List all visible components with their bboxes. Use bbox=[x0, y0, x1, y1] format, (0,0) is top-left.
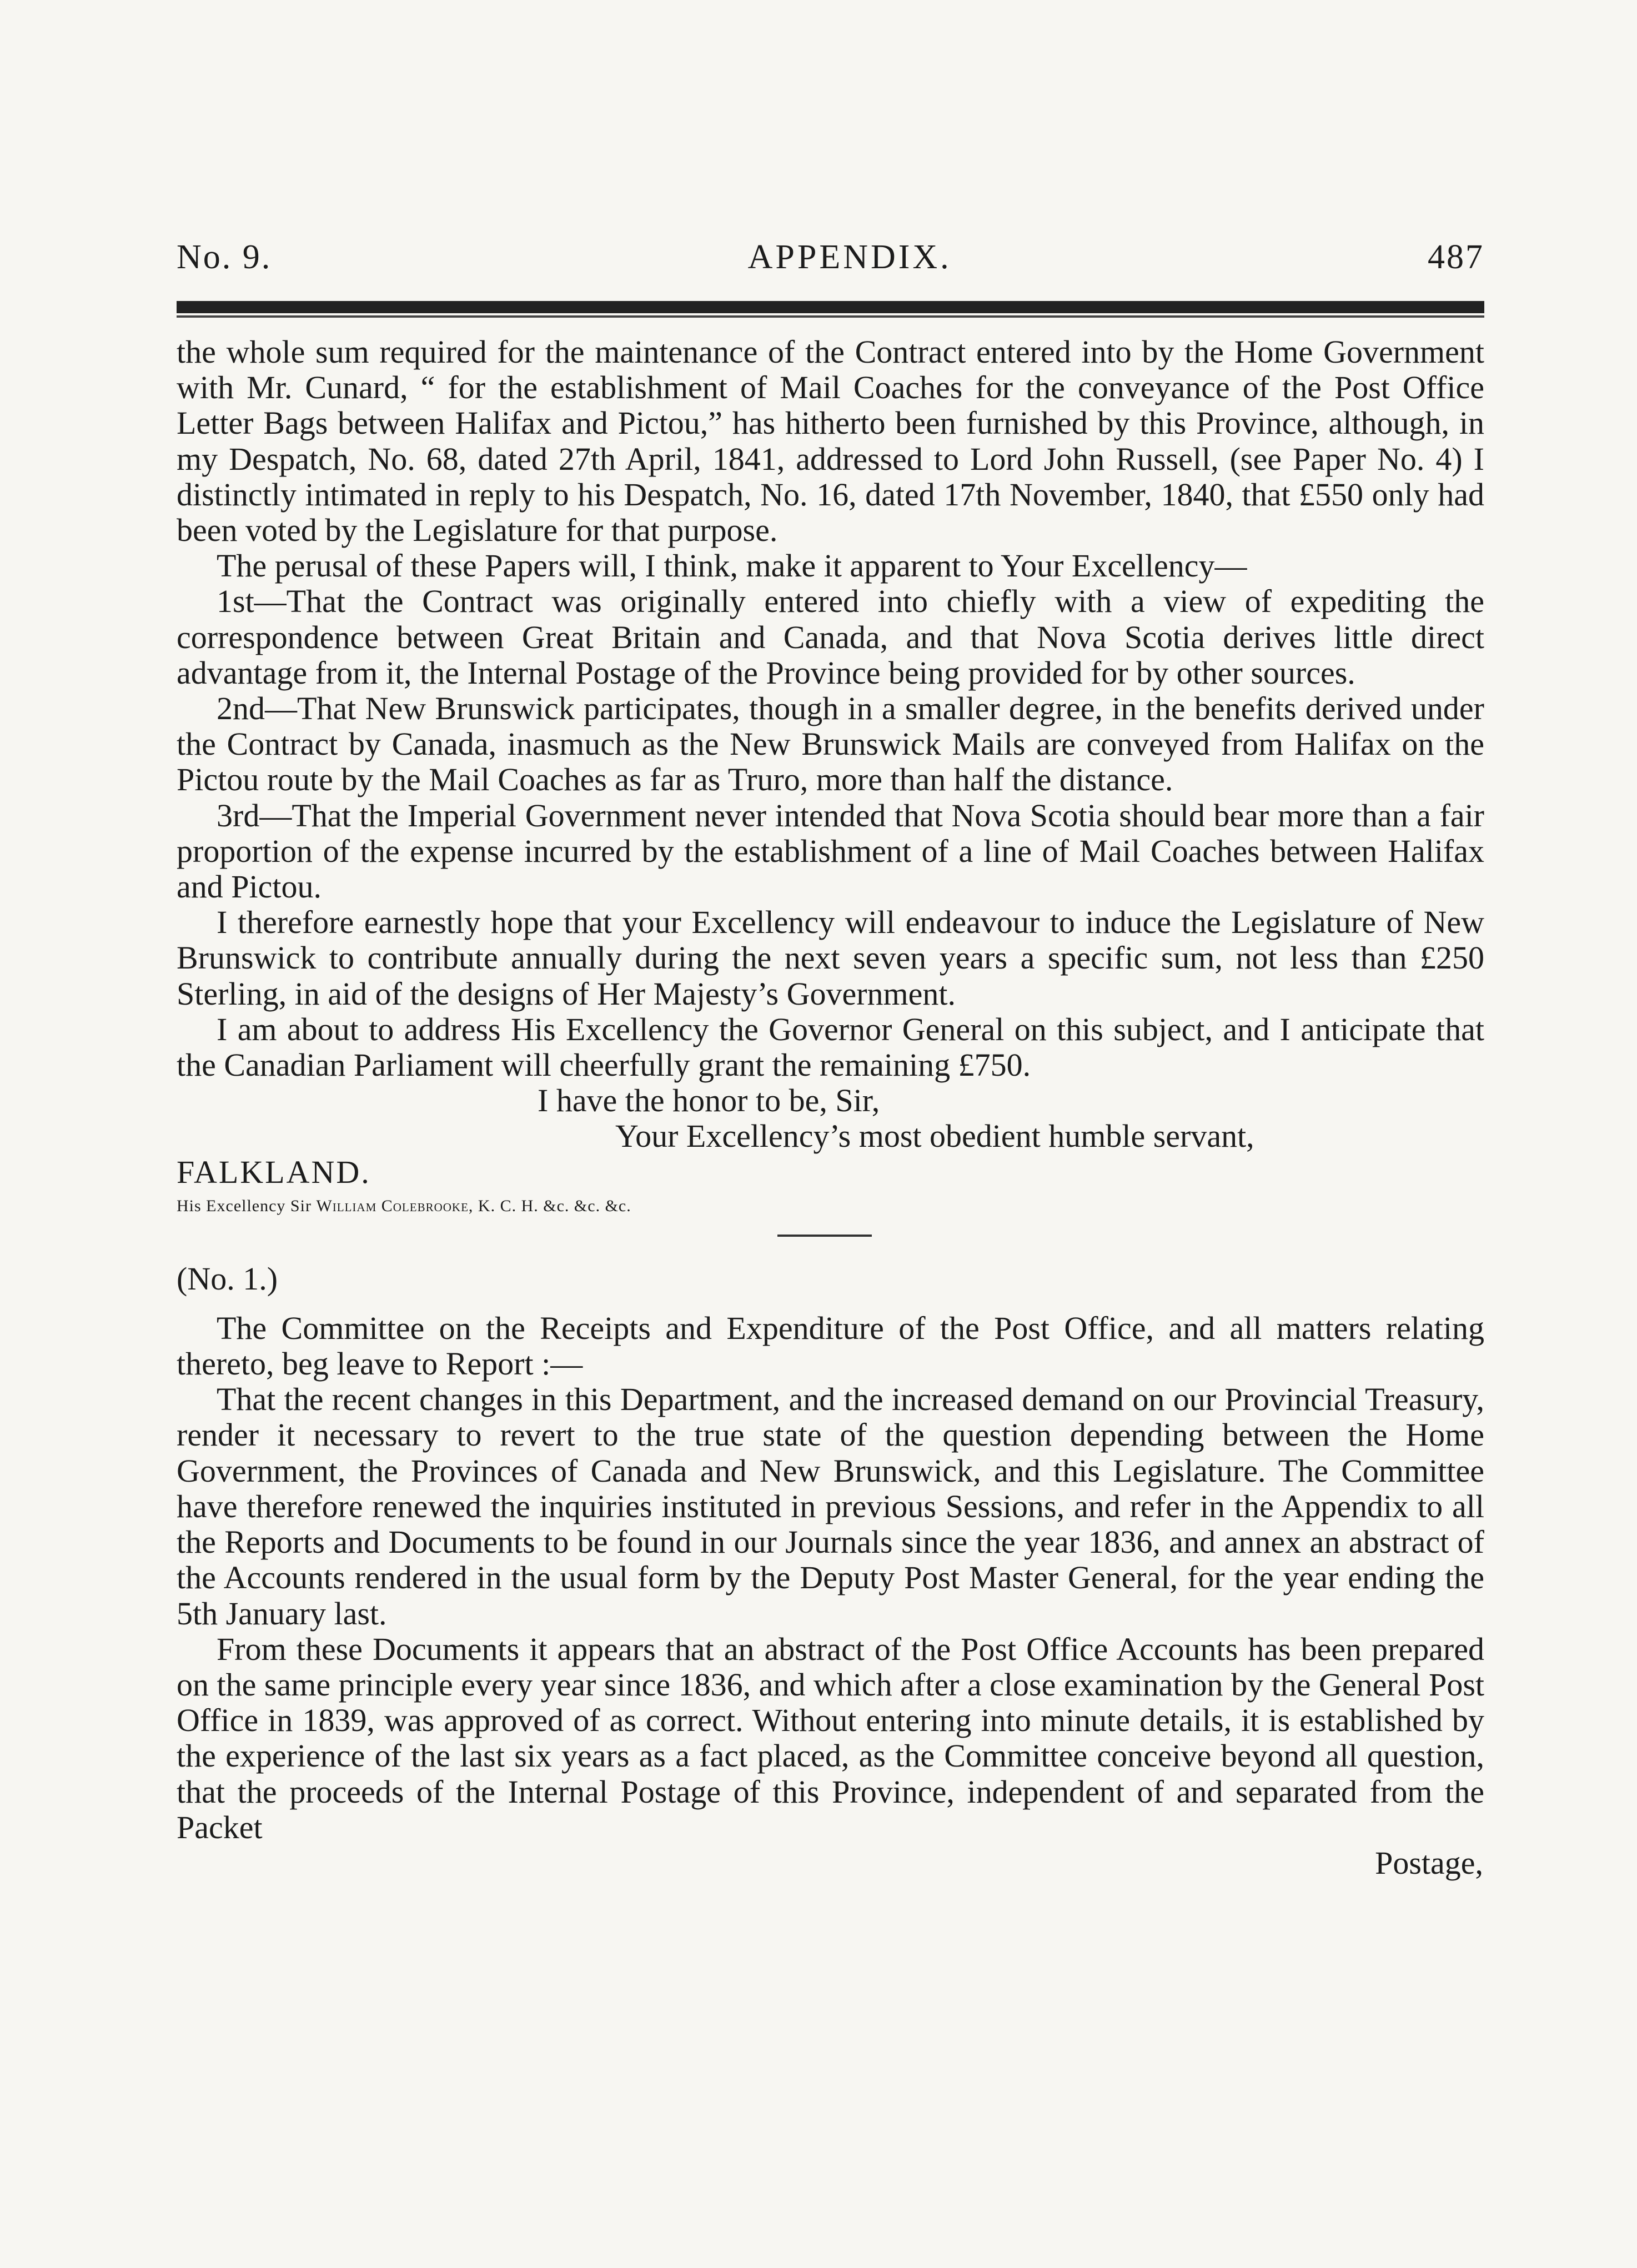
report-body bbox=[177, 1311, 1484, 1845]
paragraph: The perusal of these Papers will, I think, make it apparent to Your Excellency— bbox=[217, 548, 1247, 584]
closing-line: I have the honor to be, Sir, bbox=[538, 1082, 880, 1119]
report-number: (No. 1.) bbox=[177, 1260, 278, 1297]
addressee bbox=[177, 1197, 1484, 1216]
addressee-name: William Colebrooke, bbox=[316, 1196, 474, 1215]
paragraph: 3rd—That the Imperial Government never intended that Nova Scotia should bear more than a fair proportion of the expense incurred by the establishment of a line of Mail Coaches between Halifax and Pictou. bbox=[177, 797, 1484, 905]
closing-line: Your Excellency’s most obedient humble servant, bbox=[615, 1118, 1254, 1155]
section-title: APPENDIX. bbox=[747, 238, 952, 276]
header-rule-thin bbox=[177, 315, 1484, 318]
document-number: No. 9. bbox=[177, 238, 272, 276]
page-number: 487 bbox=[1428, 238, 1484, 276]
catchword: Postage, bbox=[1375, 1844, 1483, 1881]
running-header bbox=[177, 238, 1484, 282]
addressee-prefix: His Excellency Sir bbox=[177, 1196, 312, 1215]
signature: FALKLAND. bbox=[177, 1153, 371, 1190]
paragraph: From these Documents it appears that an abstract of the Post Office Accounts has been prepared on the same principle every year since 1836, and which after a close examination by the General Post Office in 1839, was approved of as correct. Without entering into minute details, it is established by the experience of the last six years as a fact placed, as the Committee conceive beyond all question, that the proceeds of the Internal Postage of this Province, independent of and separated from the Packet bbox=[177, 1630, 1484, 1845]
letter-body bbox=[177, 334, 1484, 1190]
paragraph: 1st—That the Contract was originally entered into chiefly with a view of expediting the correspondence between Great Britain and Canada, and that Nova Scotia derives little direct advantage from it, the Internal Postage of the Province being provided for by other sources. bbox=[177, 583, 1484, 691]
paragraph: I therefore earnestly hope that your Excellency will endeavour to induce the Legislature of New Brunswick to contribute annually during the next seven years a specific sum, not less than £250 Sterling, in aid of the designs of Her Majesty’s Government. bbox=[177, 904, 1484, 1012]
paragraph: I am about to address His Excellency the Governor General on this subject, and I anticipate that the Canadian Parliament will cheerfully grant the remaining £750. bbox=[177, 1011, 1484, 1083]
section-divider bbox=[777, 1235, 872, 1237]
header-rule bbox=[177, 301, 1484, 313]
paragraph: 2nd—That New Brunswick participates, though in a smaller degree, in the benefits derived under the Contract by Canada, inasmuch as the New Brunswick Mails are conveyed from Halifax on the Pictou route by the Mail Coaches as far as Truro, more than half the distance. bbox=[177, 690, 1484, 798]
addressee-suffix: K. C. H. &c. &c. &c. bbox=[478, 1196, 631, 1215]
paragraph: The Committee on the Receipts and Expenditure of the Post Office, and all matters relating thereto, beg leave to Report :— bbox=[177, 1309, 1484, 1382]
paragraph: That the recent changes in this Department, and the increased demand on our Provincial Treasury, render it necessary to revert to the true state of the question depending between the Home Government, the Provinces of Canada and New Brunswick, and this Legislature. The Committee have therefore renewed the inquiries instituted in previous Sessions, and refer in the Appendix to all the Reports and Documents to be found in our Journals since the year 1836, and annex an abstract of the Accounts rendered in the usual form by the Deputy Post Master General, for the year ending the 5th January last. bbox=[177, 1381, 1484, 1632]
page bbox=[177, 238, 1484, 1881]
paragraph: the whole sum required for the maintenance of the Contract entered into by the Home Government with Mr. Cunard, “ for the establishment of Mail Coaches for the conveyance of the Post Office Letter Bags between Halifax and Pictou,” has hitherto been furnished by this Province, although, in my Despatch, No. 68, dated 27th April, 1841, addressed to Lord John Russell, (see Paper No. 4) I distinctly intimated in reply to his Despatch, No. 16, dated 17th November, 1840, that £550 only had been voted by the Legislature for that purpose. bbox=[177, 334, 1484, 549]
